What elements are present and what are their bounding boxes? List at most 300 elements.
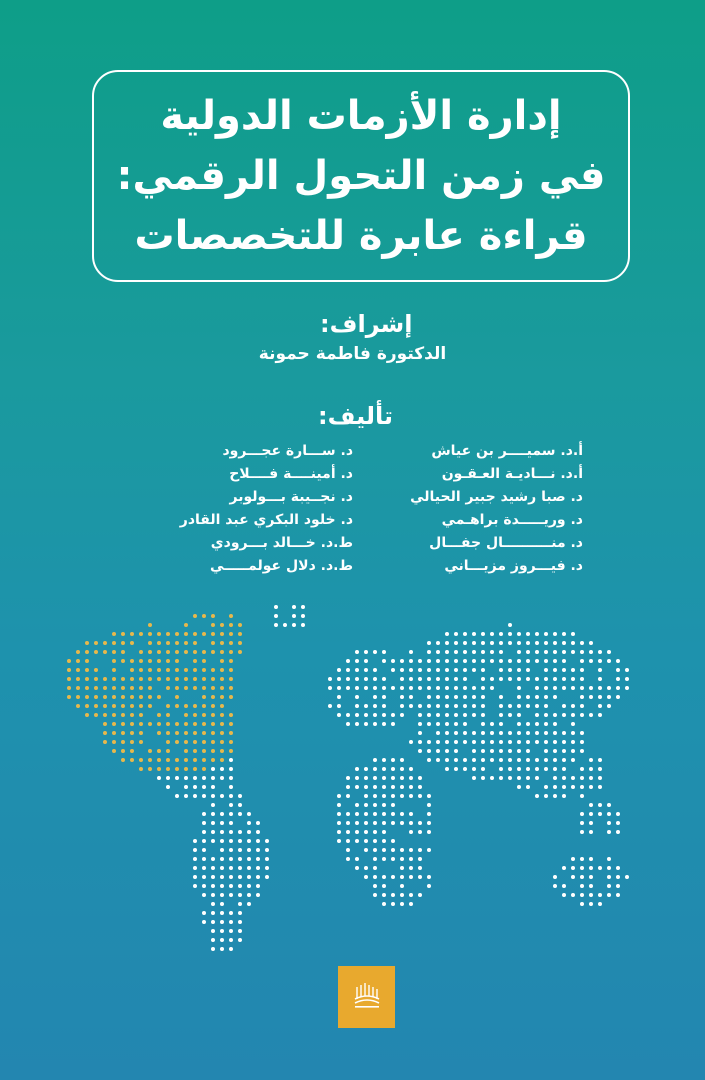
map-dot	[346, 812, 350, 816]
map-dot	[139, 767, 143, 771]
map-dot	[346, 722, 350, 726]
map-dot	[391, 722, 395, 726]
map-dot	[148, 659, 152, 663]
map-dot	[202, 704, 206, 708]
map-dot	[337, 812, 341, 816]
map-dot	[490, 659, 494, 663]
map-dot	[562, 641, 566, 645]
map-dot	[94, 650, 98, 654]
map-dot	[427, 650, 431, 654]
map-dot	[436, 677, 440, 681]
map-dot	[202, 875, 206, 879]
map-dot	[472, 704, 476, 708]
map-dot	[382, 857, 386, 861]
map-dot	[211, 785, 215, 789]
map-dot	[184, 623, 188, 627]
map-dot	[625, 875, 629, 879]
map-dot	[364, 785, 368, 789]
map-dot	[427, 830, 431, 834]
map-dot	[220, 713, 224, 717]
map-dot	[598, 659, 602, 663]
map-dot	[346, 830, 350, 834]
map-dot	[130, 686, 134, 690]
map-dot	[598, 668, 602, 672]
map-dot	[166, 704, 170, 708]
map-dot	[463, 722, 467, 726]
map-dot	[112, 650, 116, 654]
map-dot	[589, 695, 593, 699]
map-dot	[256, 875, 260, 879]
map-dot	[175, 632, 179, 636]
map-dot	[481, 632, 485, 636]
map-dot	[373, 884, 377, 888]
map-dot	[85, 668, 89, 672]
map-dot	[589, 902, 593, 906]
map-dot	[463, 668, 467, 672]
map-dot	[553, 641, 557, 645]
author-name: د. خلود البكري عبد القادر	[179, 512, 353, 528]
map-dot	[517, 695, 521, 699]
map-dot	[130, 740, 134, 744]
map-dot	[616, 659, 620, 663]
map-dot	[220, 848, 224, 852]
map-dot	[391, 848, 395, 852]
map-dot	[229, 749, 233, 753]
map-dot	[166, 758, 170, 762]
map-dot	[229, 857, 233, 861]
map-dot	[175, 758, 179, 762]
map-dot	[373, 713, 377, 717]
map-dot	[454, 641, 458, 645]
map-dot	[238, 929, 242, 933]
publisher-logo	[338, 966, 395, 1028]
map-dot	[598, 713, 602, 717]
map-dot	[175, 776, 179, 780]
map-dot	[229, 821, 233, 825]
map-dot	[544, 749, 548, 753]
map-dot	[184, 650, 188, 654]
map-dot	[148, 668, 152, 672]
map-dot	[418, 677, 422, 681]
map-dot	[112, 704, 116, 708]
map-dot	[445, 659, 449, 663]
map-dot	[193, 731, 197, 735]
map-dot	[598, 803, 602, 807]
map-dot	[598, 650, 602, 654]
map-dot	[535, 632, 539, 636]
map-dot	[211, 920, 215, 924]
map-dot	[535, 704, 539, 708]
map-dot	[400, 902, 404, 906]
map-dot	[211, 767, 215, 771]
map-dot	[472, 776, 476, 780]
map-dot	[508, 731, 512, 735]
map-dot	[400, 884, 404, 888]
map-dot	[184, 713, 188, 717]
map-dot	[427, 821, 431, 825]
map-dot	[598, 776, 602, 780]
map-dot	[562, 632, 566, 636]
supervision-label: إشراف:	[320, 310, 413, 338]
map-dot	[121, 659, 125, 663]
map-dot	[553, 740, 557, 744]
map-dot	[463, 704, 467, 708]
map-dot	[166, 740, 170, 744]
map-dot	[409, 893, 413, 897]
map-dot	[616, 677, 620, 681]
map-dot	[238, 893, 242, 897]
map-dot	[193, 884, 197, 888]
map-dot	[211, 614, 215, 618]
map-dot	[202, 794, 206, 798]
map-dot	[193, 776, 197, 780]
map-dot	[445, 677, 449, 681]
map-dot	[589, 821, 593, 825]
map-dot	[373, 785, 377, 789]
map-dot	[265, 875, 269, 879]
map-dot	[220, 947, 224, 951]
map-dot	[202, 740, 206, 744]
author-name: ط.د. دلال عولمـــــي	[210, 558, 353, 574]
map-dot	[274, 605, 278, 609]
map-dot	[103, 740, 107, 744]
map-dot	[400, 668, 404, 672]
map-dot	[562, 758, 566, 762]
map-dot	[121, 704, 125, 708]
map-dot	[229, 884, 233, 888]
map-dot	[571, 650, 575, 654]
map-dot	[373, 848, 377, 852]
map-dot	[562, 866, 566, 870]
map-dot	[409, 704, 413, 708]
map-dot	[103, 731, 107, 735]
map-dot	[202, 920, 206, 924]
map-dot	[94, 704, 98, 708]
map-dot	[409, 866, 413, 870]
map-dot	[463, 641, 467, 645]
map-dot	[526, 695, 530, 699]
map-dot	[166, 749, 170, 753]
map-dot	[481, 641, 485, 645]
map-dot	[526, 740, 530, 744]
map-dot	[211, 758, 215, 762]
map-dot	[427, 758, 431, 762]
map-dot	[427, 722, 431, 726]
map-dot	[85, 686, 89, 690]
map-dot	[427, 884, 431, 888]
map-dot	[616, 875, 620, 879]
map-dot	[202, 830, 206, 834]
map-dot	[220, 641, 224, 645]
map-dot	[589, 767, 593, 771]
map-dot	[121, 632, 125, 636]
map-dot	[553, 677, 557, 681]
map-dot	[175, 731, 179, 735]
map-dot	[229, 677, 233, 681]
map-dot	[400, 893, 404, 897]
map-dot	[508, 659, 512, 663]
map-dot	[508, 767, 512, 771]
map-dot	[472, 767, 476, 771]
map-dot	[427, 668, 431, 672]
map-dot	[175, 659, 179, 663]
map-dot	[598, 785, 602, 789]
map-dot	[202, 650, 206, 654]
map-dot	[220, 875, 224, 879]
map-dot	[346, 677, 350, 681]
map-dot	[517, 632, 521, 636]
map-dot	[544, 722, 548, 726]
map-dot	[157, 641, 161, 645]
map-dot	[364, 875, 368, 879]
map-dot	[625, 677, 629, 681]
map-dot	[112, 668, 116, 672]
map-dot	[580, 875, 584, 879]
author-name: أ.د. سميــــر بن عياش	[431, 443, 583, 459]
map-dot	[463, 632, 467, 636]
map-dot	[553, 875, 557, 879]
map-dot	[472, 713, 476, 717]
map-dot	[202, 686, 206, 690]
map-dot	[463, 695, 467, 699]
map-dot	[229, 848, 233, 852]
map-dot	[94, 668, 98, 672]
map-dot	[589, 875, 593, 879]
map-dot	[445, 650, 449, 654]
map-dot	[499, 731, 503, 735]
map-dot	[373, 686, 377, 690]
map-dot	[562, 767, 566, 771]
map-dot	[400, 767, 404, 771]
map-dot	[229, 947, 233, 951]
map-dot	[247, 848, 251, 852]
map-dot	[418, 704, 422, 708]
map-dot	[364, 767, 368, 771]
map-dot	[589, 830, 593, 834]
map-dot	[463, 650, 467, 654]
map-dot	[436, 686, 440, 690]
map-dot	[607, 812, 611, 816]
map-dot	[355, 776, 359, 780]
map-dot	[418, 785, 422, 789]
map-dot	[139, 668, 143, 672]
map-dot	[130, 758, 134, 762]
map-dot	[211, 929, 215, 933]
map-dot	[130, 659, 134, 663]
map-dot	[229, 875, 233, 879]
map-dot	[508, 632, 512, 636]
map-dot	[301, 623, 305, 627]
map-dot	[427, 713, 431, 717]
map-dot	[364, 776, 368, 780]
map-dot	[364, 650, 368, 654]
map-dot	[436, 659, 440, 663]
map-dot	[121, 677, 125, 681]
map-dot	[400, 695, 404, 699]
map-dot	[454, 731, 458, 735]
map-dot	[193, 866, 197, 870]
map-dot	[526, 767, 530, 771]
map-dot	[508, 749, 512, 753]
map-dot	[436, 641, 440, 645]
map-dot	[247, 866, 251, 870]
map-dot	[373, 893, 377, 897]
map-dot	[256, 830, 260, 834]
map-dot	[481, 731, 485, 735]
map-dot	[373, 776, 377, 780]
map-dot	[337, 704, 341, 708]
map-dot	[535, 740, 539, 744]
map-dot	[517, 767, 521, 771]
map-dot	[193, 722, 197, 726]
map-dot	[202, 695, 206, 699]
map-dot	[382, 821, 386, 825]
map-dot	[373, 875, 377, 879]
map-dot	[391, 902, 395, 906]
map-dot	[220, 704, 224, 708]
map-dot	[157, 758, 161, 762]
map-dot	[418, 794, 422, 798]
map-dot	[571, 713, 575, 717]
map-dot	[373, 821, 377, 825]
map-dot	[517, 659, 521, 663]
map-dot	[139, 704, 143, 708]
map-dot	[400, 677, 404, 681]
map-dot	[391, 857, 395, 861]
map-dot	[229, 713, 233, 717]
map-dot	[508, 668, 512, 672]
map-dot	[130, 731, 134, 735]
map-dot	[391, 839, 395, 843]
map-dot	[580, 776, 584, 780]
map-dots	[67, 605, 629, 951]
map-dot	[571, 776, 575, 780]
map-dot	[139, 632, 143, 636]
map-dot	[337, 803, 341, 807]
map-dot	[472, 686, 476, 690]
map-dot	[535, 794, 539, 798]
map-dot	[238, 920, 242, 924]
map-dot	[373, 668, 377, 672]
map-dot	[166, 677, 170, 681]
map-dot	[184, 749, 188, 753]
map-dot	[625, 686, 629, 690]
map-dot	[157, 749, 161, 753]
map-dot	[67, 668, 71, 672]
map-dot	[373, 803, 377, 807]
map-dot	[112, 695, 116, 699]
map-dot	[535, 650, 539, 654]
map-dot	[355, 839, 359, 843]
map-dot	[517, 722, 521, 726]
map-dot	[454, 686, 458, 690]
map-dot	[490, 740, 494, 744]
map-dot	[553, 785, 557, 789]
map-dot	[499, 713, 503, 717]
map-dot	[445, 731, 449, 735]
map-dot	[553, 632, 557, 636]
map-dot	[535, 722, 539, 726]
map-dot	[517, 641, 521, 645]
map-dot	[544, 686, 548, 690]
map-dot	[202, 893, 206, 897]
map-dot	[607, 695, 611, 699]
map-dot	[274, 623, 278, 627]
map-dot	[400, 713, 404, 717]
map-dot	[607, 884, 611, 888]
map-dot	[544, 731, 548, 735]
map-dot	[121, 713, 125, 717]
map-dot	[121, 641, 125, 645]
map-dot	[346, 686, 350, 690]
map-dot	[157, 713, 161, 717]
map-dot	[454, 758, 458, 762]
map-dot	[463, 677, 467, 681]
map-dot	[400, 857, 404, 861]
map-dot	[346, 785, 350, 789]
map-dot	[598, 704, 602, 708]
map-dot	[463, 731, 467, 735]
map-dot	[112, 713, 116, 717]
map-dot	[76, 704, 80, 708]
map-dot	[463, 758, 467, 762]
map-dot	[454, 695, 458, 699]
author-name: ط.د. خـــالد بـــرودي	[210, 535, 353, 551]
map-dot	[382, 659, 386, 663]
map-dot	[562, 776, 566, 780]
map-dot	[589, 785, 593, 789]
map-dot	[211, 632, 215, 636]
map-dot	[292, 623, 296, 627]
map-dot	[445, 758, 449, 762]
map-dot	[211, 875, 215, 879]
map-dot	[211, 704, 215, 708]
map-dot	[544, 713, 548, 717]
map-dot	[427, 695, 431, 699]
map-dot	[211, 866, 215, 870]
map-dot	[211, 776, 215, 780]
map-dot	[211, 695, 215, 699]
map-dot	[238, 911, 242, 915]
map-dot	[544, 677, 548, 681]
map-dot	[517, 776, 521, 780]
map-dot	[481, 758, 485, 762]
map-dot	[418, 740, 422, 744]
map-dot	[553, 731, 557, 735]
map-dot	[328, 677, 332, 681]
map-dot	[517, 650, 521, 654]
map-dot	[553, 776, 557, 780]
map-dot	[436, 713, 440, 717]
map-dot	[139, 758, 143, 762]
map-dot	[526, 659, 530, 663]
map-dot	[517, 740, 521, 744]
map-dot	[427, 704, 431, 708]
map-dot	[184, 776, 188, 780]
map-dot	[193, 677, 197, 681]
map-dot	[472, 632, 476, 636]
map-dot	[121, 758, 125, 762]
map-dot	[121, 740, 125, 744]
map-dot	[391, 812, 395, 816]
map-dot	[184, 722, 188, 726]
map-dot	[364, 821, 368, 825]
map-dot	[202, 785, 206, 789]
map-dot	[229, 785, 233, 789]
map-dot	[499, 632, 503, 636]
map-dot	[400, 875, 404, 879]
map-dot	[364, 704, 368, 708]
